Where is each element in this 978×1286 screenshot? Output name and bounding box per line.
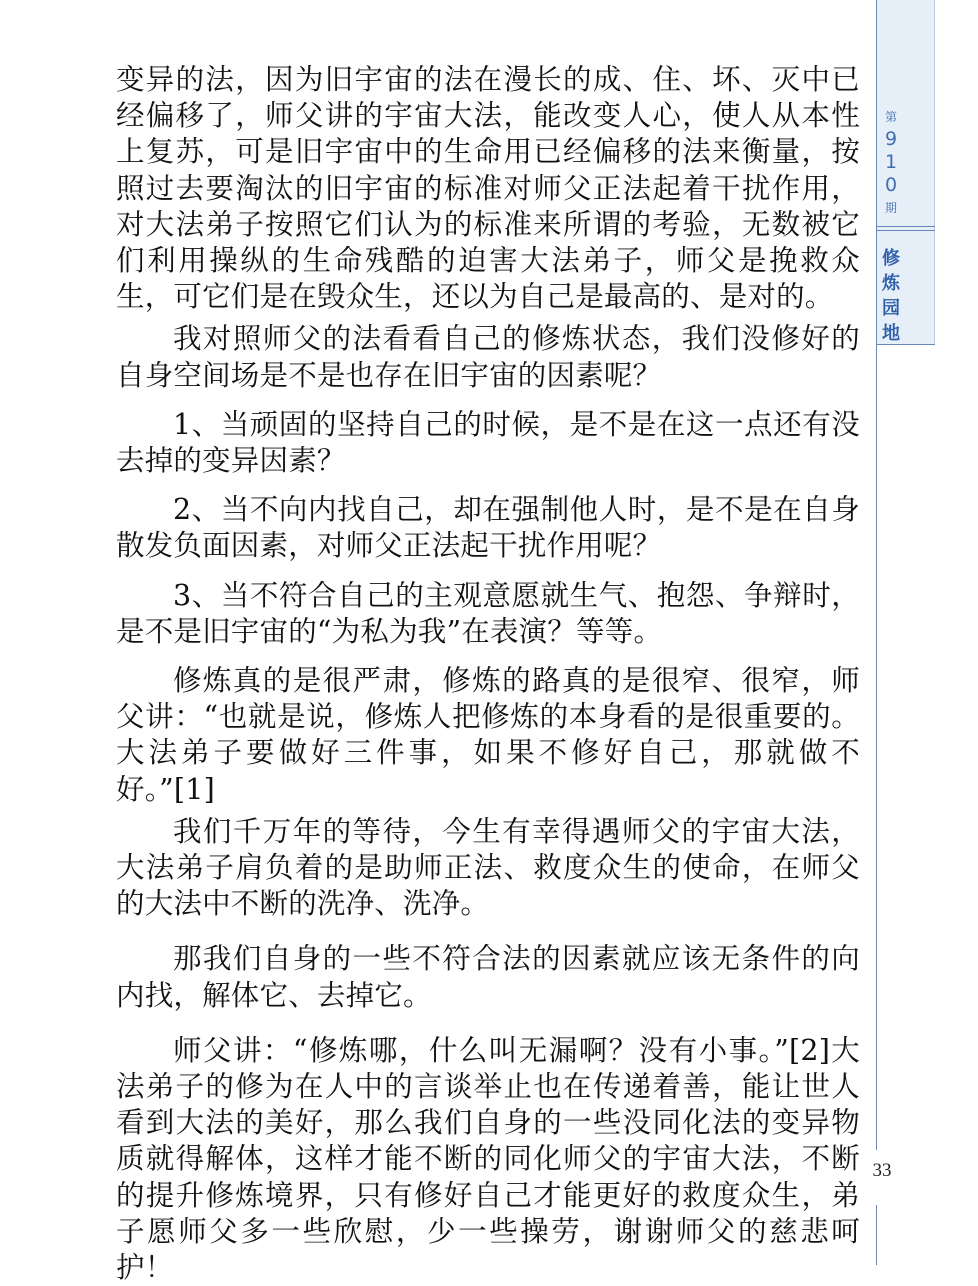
paragraph: 师父讲：“修炼哪，什么叫无漏啊？没有小事。”[2]大法弟子的修为在人中的言谈举止也在传递着善，能让世人看到大法的美好，那么我们自身的一些没同化法的变异物质就得解体，这样才能不断的同化师父的宇宙大法，不断的提升修炼境界，只有修好自己才能更好的救度众生，弟子愿师父多一些欣慰，少一些操劳，谢谢师父的慈悲呵护！ (116, 1033, 860, 1285)
section-char: 园 (882, 298, 900, 319)
section-title (879, 246, 903, 346)
paragraph: 那我们自身的一些不符合法的因素就应该无条件的向内找，解体它、去掉它。 (116, 942, 860, 1012)
issue-prefix: 第 (884, 110, 897, 124)
issue-digit: 0 (884, 174, 898, 196)
paragraph: 3、当不符合自己的主观意愿就生气、抱怨、争辩时，是不是旧宇宙的“为私为我”在表演？等等。 (116, 578, 860, 648)
issue-digit: 1 (884, 151, 898, 173)
section-char: 炼 (882, 273, 900, 294)
paragraph: 变异的法，因为旧宇宙的法在漫长的成、住、坏、灭中已经偏移了，师父讲的宇宙大法，能改变人心，使人从本性上复苏，可是旧宇宙中的生命用已经偏移的法来衡量，按照过去要淘汰的旧宇宙的标准对师父正法起着干扰作用，对大法弟子按照它们认为的标准来所谓的考验，无数被它们利用操纵的生命残酷的迫害大法弟子，师父是挽救众生，可它们是在毁众生，还以为自己是最高的、是对的。 (116, 63, 860, 314)
paragraph: 1、当顽固的坚持自己的时候，是不是在这一点还有没去掉的变异因素？ (116, 407, 860, 478)
section-divider-bottom (877, 344, 935, 345)
paragraph: 2、当不向内找自己，却在强制他人时，是不是在自身散发负面因素，对师父正法起干扰作用呢？ (116, 493, 860, 563)
paragraph: 我们千万年的等待，今生有幸得遇师父的宇宙大法，大法弟子肩负着的是助师正法、救度众生的使命，在师父的大法中不断的洗净、洗净。 (116, 814, 860, 921)
issue-number (877, 106, 905, 219)
section-divider-top-2 (877, 230, 935, 231)
margin-rule-lower (876, 1205, 877, 1265)
page-number: 33 (872, 1160, 892, 1181)
issue-digit: 9 (884, 128, 898, 150)
article-body (116, 62, 860, 1286)
paragraph: 修炼真的是很严肃，修炼的路真的是很窄、很窄，师父讲：“也就是说，修炼人把修炼的本身看的是很重要的。大法弟子要做好三件事，如果不修好自己，那就做不好。”[1] (116, 664, 860, 806)
section-char: 地 (882, 323, 900, 344)
section-divider-top (877, 226, 935, 227)
paragraph: 我对照师父的法看看自己的修炼状态，我们没修好的自身空间场是不是也存在旧宇宙的因素呢？ (116, 322, 860, 392)
section-char: 修 (882, 248, 900, 269)
issue-suffix: 期 (884, 201, 897, 215)
sidebar-band-edge (934, 0, 935, 345)
